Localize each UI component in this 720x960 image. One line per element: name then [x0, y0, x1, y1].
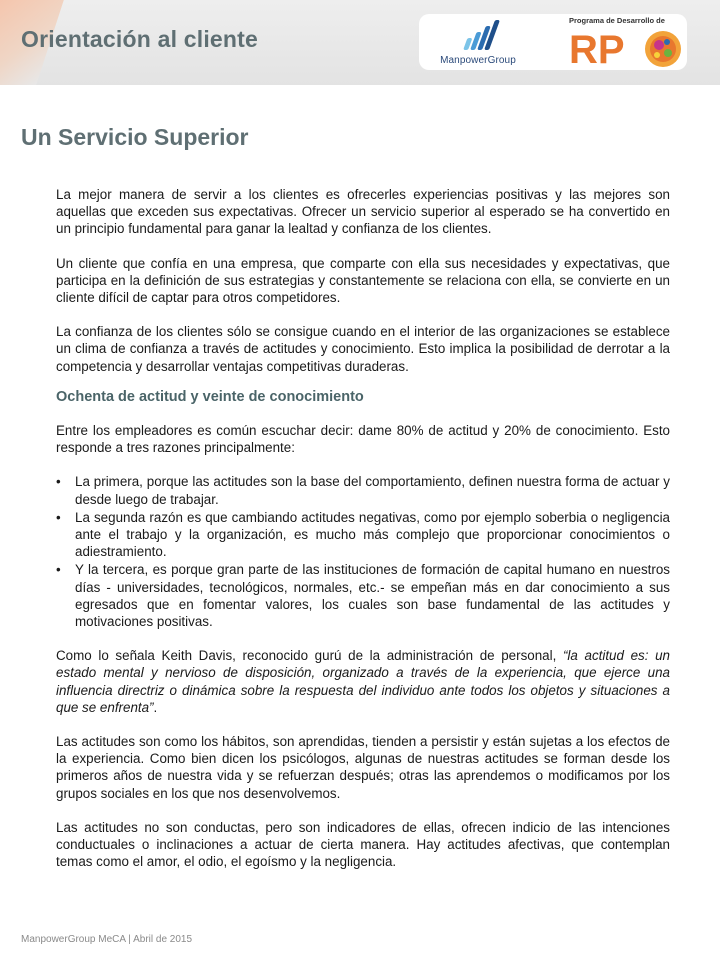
logo-panel [419, 14, 687, 70]
paragraph-6: Las actitudes son como los hábitos, son aprendidas, tienden a persistir y están sujetas a los efectos de la experiencia. Como bien dicen los psicólogos, algunas de nuestras actitudes se forman desde los primeros años de nuestra vida y se refuerzan después; otras las aprendemos o modificamos por los grupos sociales en los que nos desenvolvemos. [56, 734, 670, 801]
paragraph-4: Entre los empleadores es común escuchar decir: dame 80% de actitud y 20% de conocimiento. Esto responde a tres razones principalmente: [56, 423, 670, 456]
paragraph-7: Las actitudes no son conductas, pero son indicadores de ellas, ofrecen indicio de las intenciones conductuales o inclinaciones a actuar de cierta manera. Hay actitudes afectivas, que contemplan temas como el amor, el odio, el egoísmo y la negligencia. [56, 819, 670, 870]
header-title: Orientación al cliente [21, 26, 259, 52]
bullet-icon: • [56, 509, 61, 525]
section-title: Un Servicio Superior [21, 124, 249, 150]
paragraph-1: La mejor manera de servir a los clientes es ofrecerles experiencias positivas y las mejores son aquellas que exceden sus expectativas. Ofrecer un servicio superior al esperado se ha convertido en un principio fundamental para ganar la lealtad y confianza de los clientes. [56, 187, 670, 237]
bullet-icon: • [56, 474, 61, 490]
paragraph-3: La confianza de los clientes sólo se consigue cuando en el interior de las organizaciones se establece un clima de confianza a través de actitudes y conocimiento. Esto implica la posibilidad de derrotar a la competencia y desarrollar ventajas competitivas duraderas. [56, 324, 670, 374]
list-item [56, 561, 670, 630]
paragraph-2: Un cliente que confía en una empresa, que comparte con ella sus necesidades y expectativas, que participa en la definición de sus estrategias y constantemente se relaciona con ella, se convierte en un cliente difícil de captar para otros competidores. [56, 255, 670, 306]
list-item-text: La primera, porque las actitudes son la base del comportamiento, definen nuestra forma de actuar y desde luego de trabajar. [75, 474, 670, 507]
quote-intro: Como lo señala Keith Davis, reconocido gurú de la administración de personal, [56, 648, 563, 664]
list-item [56, 509, 670, 561]
page-header [0, 0, 720, 85]
bullet-icon: • [56, 562, 61, 578]
page-footer: ManpowerGroup MeCA | Abril de 2015 [21, 934, 193, 945]
rpo-logo-icon [567, 25, 685, 69]
list-item-text: La segunda razón es que cambiando actitudes negativas, como por ejemplo soberbia o negligencia ante el trabajo y la organización, es mucho más complejo que proporcionar conocimientos o adiestramiento. [75, 509, 670, 560]
davis-quote: “la actitud es: un estado mental y nervioso de disposición, organizado a través de la experiencia, que ejerce una influencia directriz o dinámica sobre la respuesta del individuo ante todos los objetos y situaciones a que se enfrenta” [56, 648, 670, 715]
list-item [56, 473, 670, 507]
quote-end: . [153, 699, 158, 715]
paragraph-5 [56, 647, 670, 716]
article-body [56, 186, 670, 888]
reasons-list [56, 473, 670, 630]
manpowergroup-wordmark: ManpowerGroup [440, 55, 516, 66]
subheading: Ochenta de actitud y veinte de conocimiento [56, 388, 364, 405]
list-item-text: Y la tercera, es porque gran parte de las instituciones de formación de capital humano en nuestros días - universidades, tecnológicos, normales, etc.- se empeñan más en dar conocimiento a sus egresados que en fomentar valores, los cuales son base fundamental de las actitudes y motivaciones positivas. [75, 562, 670, 630]
rpo-caption: Programa de Desarrollo de [569, 16, 665, 25]
rpo-letters: RP [569, 28, 625, 69]
